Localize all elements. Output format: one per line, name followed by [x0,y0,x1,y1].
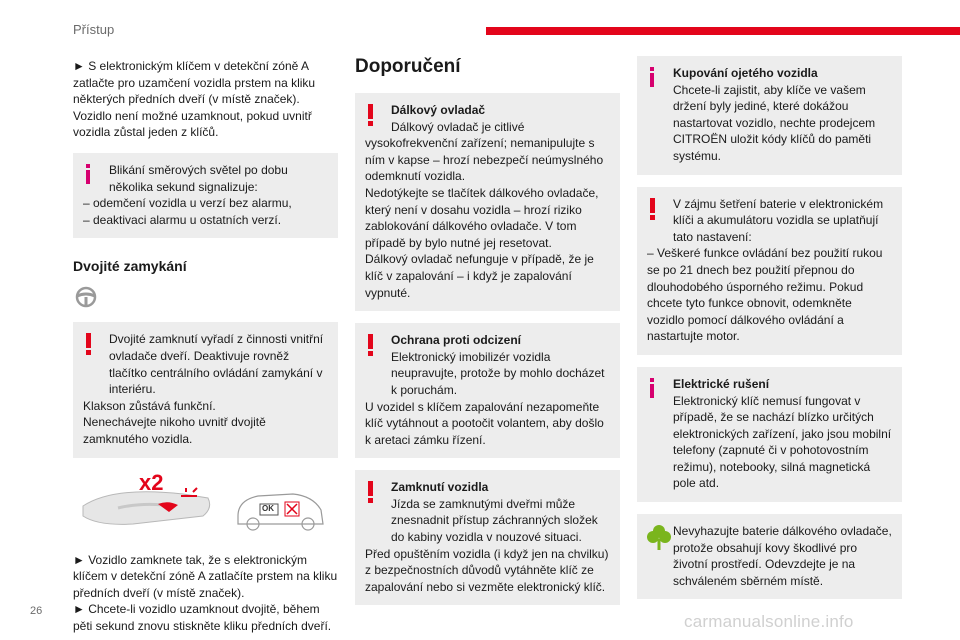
watermark: carmanualsonline.info [684,612,854,631]
warning-box-double-lock [73,322,338,457]
box-battery-saving [637,187,902,355]
warning-icon [368,104,373,126]
intro-text: S elektronickým klíčem v detekční zóně A zatlačte pro uzamčení vozidla prstem na kliku některých předních dveří (v místě značek). Vozidlo není možné uzamknout, pokud uvnitř vozidla zůstal jeden z klíčů. [73,59,316,140]
header-accent-bar [486,27,960,35]
step-2-text: Chcete-li vozidlo uzamknout dvojitě, během pěti sekund znovu stiskněte kliku předních dveří. [73,602,332,633]
box-title: Ochrana proti odcizení [391,333,522,348]
warning-line-3: Nenechávejte nikoho uvnitř dvojitě zamknutého vozidla. [83,415,266,446]
section-title: Přístup [73,22,115,37]
step-2 [73,601,338,634]
info-icon [650,378,654,398]
ok-label: OK [262,503,274,513]
press-count-label: x2 [139,469,164,495]
arrow-icon: ► [73,602,89,617]
info-icon [86,164,90,184]
box-title: Zamknutí vozidla [391,480,489,495]
heading-double-lock: Dvojité zamykání [73,258,187,275]
intro-paragraph [73,58,338,141]
door-handle-illustration [73,476,338,536]
info-line-1: Blikání směrových světel po dobu několika sekund signalizuje: [109,162,288,194]
box-title: Kupování ojetého vozidla [673,66,818,80]
box-anti-theft [355,323,620,458]
box-title: Elektrické rušení [673,376,770,391]
box-text: V zájmu šetření baterie v elektronickém klíči a akumulátoru vozidla se uplatňují tato nastavení: [673,196,884,244]
steering-wheel-icon [73,286,338,310]
warning-icon [368,481,373,503]
box-electrical-interference [637,367,902,502]
warning-icon [650,198,655,220]
box-text: Nevyhazujte baterie dálkového ovladače, protože obsahují kovy škodlivé pro životní prostředí. Odevzdejte je na schváleném sběrném místě. [673,524,892,588]
box-battery-disposal [637,514,902,599]
column-1 [73,58,338,634]
info-line-3: – deaktivaci alarmu u ostatních verzí. [83,212,282,227]
column-3 [637,56,902,599]
box-text: U vozidel s klíčem zapalování nezapomeňte klíč vytáhnout a pootočit volantem, aby došlo k aretaci zámku řízení. [365,399,604,447]
box-remote-control [355,93,620,311]
warning-icon [368,334,373,356]
warning-line-1: Dvojité zamknutí vyřadí z činnosti vnitřní ovladače dveří. Deaktivuje rovněž tlačítko centrálního ovládání zamykání v interiéru. [109,332,324,397]
page-number: 26 [30,605,43,617]
arrow-icon: ► [73,59,89,73]
box-text: Elektronický imobilizér vozidla neupravujte, protože by mohlo docházet k poruchám. [391,349,605,397]
tree-icon [647,523,671,556]
warning-icon [86,333,91,355]
box-text: Nedotýkejte se tlačítek dálkového ovladače, který není v dosahu vozidla – hrozí riziko zablokování dálkového ovladače. V tom případě by bylo nutné jej resetovat. [365,185,599,250]
box-text: Dálkový ovladač je citlivé vysokofrekvenční zařízení; nemanipulujte s ním v kapse – hrozí nebezpečí neúmyslného odemknutí vozidla. [365,119,604,184]
box-text: Chcete-li zajistit, aby klíče ve vašem držení byly jediné, které dokážou nastartovat vozidlo, nechte prodejcem CITROËN uložit kódy klíčů do paměti systému. [673,82,876,163]
box-text: Jízda se zamknutými dveřmi může znesnadnit přístup záchranných složek do kabiny vozidla v nouzové situaci. [391,496,598,545]
arrow-icon: ► [73,552,89,567]
info-box-flashing [73,153,338,238]
info-icon [650,67,654,87]
box-text: Elektronický klíč nemusí fungovat v případě, že se nachází blízko určitých elektronických zařízení, jako jsou mobilní telefony (zapnuté či v pohotovostním režimu), notebooky, silná magnetická pole atd. [673,393,892,491]
box-text: – Veškeré funkce ovládání bez použití rukou se po 21 dnech bez použití přepnou do dlouhodobého úsporného režimu. Pokud chcete tyto funkce obnovit, odemkněte vozidlo pomocí dálkového ovládání a nastartujte motor. [647,246,883,344]
warning-line-2: Klakson zůstává funkční. [83,398,216,413]
box-title: Dálkový ovladač [391,103,486,117]
box-used-vehicle [637,56,902,175]
step-1 [73,552,338,602]
box-locking [355,470,620,605]
box-text: Dálkový ovladač nefunguje v případě, že je klíč v zapalování – i když je zapalování vypnuté. [365,252,594,300]
heading-recommendations: Doporučení [355,56,461,77]
box-text: Před opuštěním vozidla (i když jen na chvilku) z bezpečnostních důvodů vytáhněte klíč ze zapalování nebo si vezměte elektronický klíč. [365,546,609,594]
illustration [73,469,338,536]
column-2 [355,56,620,605]
info-line-2: – odemčení vozidla u verzí bez alarmu, [83,196,292,211]
step-1-text: Vozidlo zamknete tak, že s elektronickým klíčem v detekční zóně A zatlačíte prstem na kliku předních dveří (v místě značek). [73,552,338,600]
